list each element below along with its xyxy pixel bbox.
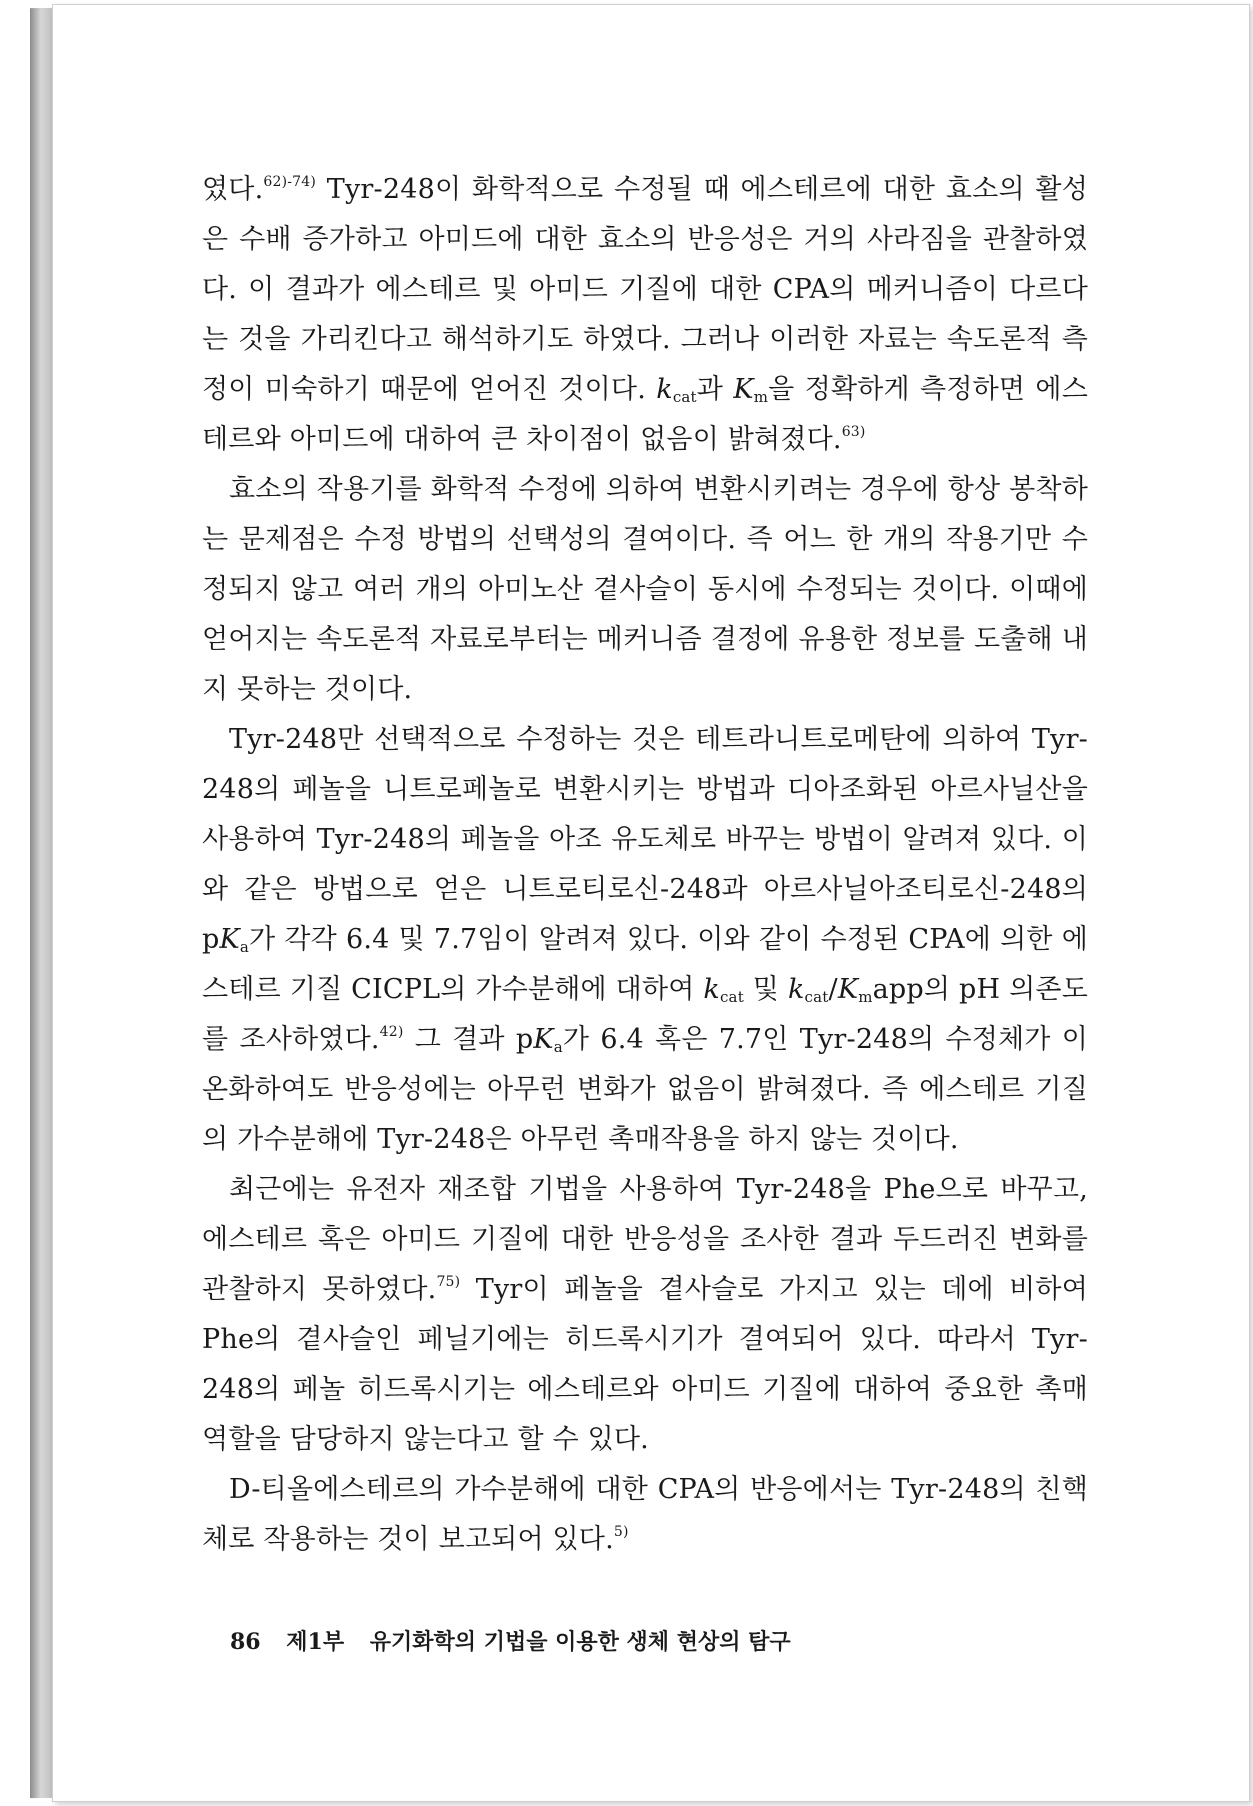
paragraph-3	[202, 715, 1088, 1165]
paragraph-5	[202, 1465, 1088, 1565]
text-run: 그 결과 p	[403, 1024, 534, 1055]
text-run: Tyr-248이 화학적으로 수정될 때 에스테르에 대한 효소의 활성은 수배 증가하고 아미드에 대한 효소의 반응성은 거의 사라짐을 관찰하였다. 이 결과가 에스테르 및 아미드 기질에 대한 CPA의 메커니즘이 다르다는 것을 가리킨다고 해석하기도 하였다. 그러나 이러한 자료는 속도론적 측정이 미숙하기 때문에 얻어진 것이다.	[202, 174, 1088, 405]
text-run: 효소의 작용기를 화학적 수정에 의하여 변환시키려는 경우에 항상 봉착하는 문제점은 수정 방법의 선택성의 결여이다. 즉 어느 한 개의 작용기만 수정되지 않고 여러 개의 아미노산 곁사슬이 동시에 수정되는 것이다. 이때에 얻어지는 속도론적 자료로부터는 메커니즘 결정에 유용한 정보를 도출해 내지 못하는 것이다.	[202, 474, 1088, 705]
italic-symbol: K	[219, 924, 240, 955]
text-run: app의 pH 의존도를 조사하였다.	[202, 974, 1088, 1055]
italic-symbol: k	[787, 974, 805, 1005]
subscript: a	[239, 938, 250, 956]
italic-symbol: K	[837, 974, 859, 1005]
italic-symbol: k	[656, 374, 673, 405]
citation-ref: 42)	[379, 1024, 404, 1040]
subscript: cat	[804, 988, 829, 1006]
subscript: m	[858, 988, 873, 1006]
page-footer	[230, 1625, 791, 1656]
citation-ref: 63)	[841, 424, 866, 440]
text-run: 및	[743, 974, 788, 1005]
part-title: 유기화학의 기법을 이용한 생체 현상의 탐구	[369, 1629, 791, 1655]
body-text	[202, 165, 1088, 1565]
italic-symbol: k	[703, 974, 720, 1005]
part-label: 제1부	[286, 1629, 345, 1655]
text-run: D-티올에스테르의 가수분해에 대한 CPA의 반응에서는 Tyr-248의 친핵체로 작용하는 것이 보고되어 있다.	[202, 1474, 1088, 1555]
subscript: m	[753, 388, 769, 406]
citation-ref: 5)	[613, 1524, 629, 1540]
citation-ref: 62)-74)	[263, 174, 317, 190]
text-run: /	[828, 974, 838, 1005]
italic-symbol: K	[533, 1024, 554, 1055]
subscript: cat	[719, 988, 744, 1006]
subscript: a	[553, 1038, 563, 1056]
paragraph-1	[202, 165, 1088, 465]
page-number: 86	[230, 1629, 261, 1655]
citation-ref: 75)	[436, 1274, 461, 1290]
text-run: 과	[696, 374, 734, 405]
paragraph-2	[202, 465, 1088, 715]
text-run: 최근에는 유전자 재조합 기법을 사용하여 Tyr-248을 Phe으로 바꾸고, 에스테르 혹은 아미드 기질에 대한 반응성을 조사한 결과 두드러진 변화를 관찰하지 못하였다.	[202, 1174, 1088, 1305]
text-run: 을 정확하게 측정하면 에스테르와 아미드에 대하여 큰 차이점이 없음이 밝혀졌다.	[202, 374, 1088, 455]
subscript: cat	[672, 388, 697, 406]
text-run: 가 6.4 혹은 7.7인 Tyr-248의 수정체가 이온화하여도 반응성에는 아무런 변화가 없음이 밝혀졌다. 즉 에스테르 기질의 가수분해에 Tyr-248은 아무런 촉매작용을 하지 않는 것이다.	[202, 1024, 1088, 1155]
text-run: Tyr-248만 선택적으로 수정하는 것은 테트라니트로메탄에 의하여 Tyr-248의 페놀을 니트로페놀로 변환시키는 방법과 디아조화된 아르사닐산을 사용하여 Tyr-248의 페놀을 아조 유도체로 바꾸는 방법이 알려져 있다. 이와 같은 방법으로 얻은 니트로티로신-248과 아르사닐아조티로신-248의 p	[202, 724, 1088, 955]
paragraph-4	[202, 1165, 1088, 1465]
text-run: 가 각각 6.4 및 7.7임이 알려져 있다. 이와 같이 수정된 CPA에 의한 에스테르 기질 CICPL의 가수분해에 대하여	[202, 924, 1088, 1005]
book-spine	[30, 8, 54, 1798]
text-run: 였다.	[202, 174, 264, 205]
italic-symbol: K	[733, 374, 754, 405]
text-run: Tyr이 페놀을 곁사슬로 가지고 있는 데에 비하여 Phe의 곁사슬인 페닐기에는 히드록시기가 결여되어 있다. 따라서 Tyr-248의 페놀 히드록시기는 에스테르와 아미드 기질에 대하여 중요한 촉매 역할을 담당하지 않는다고 할 수 있다.	[202, 1274, 1088, 1455]
